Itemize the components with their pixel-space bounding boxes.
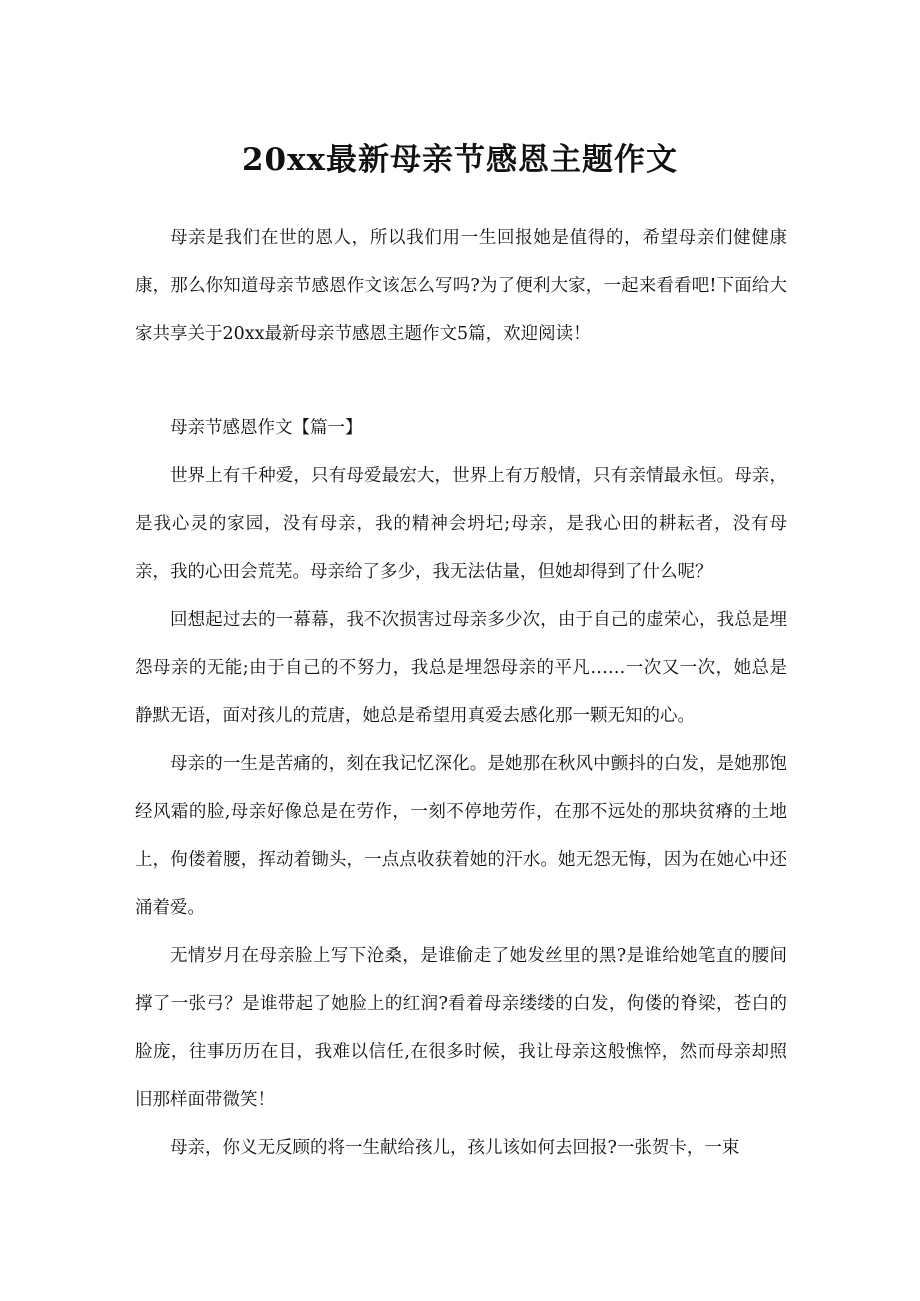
body-paragraph-2: 回想起过去的一幕幕，我不次损害过母亲多少次，由于自己的虚荣心，我总是埋怨母亲的无能;由于自己的不努力，我总是埋怨母亲的平凡……一次又一次，她总是静默无语，面对孩儿的荒唐，她总是希望用真爱去感化那一颗无知的心。 bbox=[135, 610, 787, 726]
body-paragraph-3: 母亲的一生是苦痛的，刻在我记忆深化。是她那在秋风中颤抖的白发，是她那饱经风霜的脸,母亲好像总是在劳作，一刻不停地劳作，在那不远处的那块贫瘠的土地上，佝偻着腰，挥动着锄头，一点点收获着她的汗水。她无怨无悔，因为在她心中还涌着爱。 bbox=[135, 754, 787, 918]
section-heading: 母亲节感恩作文【篇一】 bbox=[170, 418, 363, 438]
body-paragraph-1: 世界上有千种爱，只有母爱最宏大，世界上有万般情，只有亲情最永恒。母亲，是我心灵的家园，没有母亲，我的精神会坍圮;母亲，是我心田的耕耘者，没有母亲，我的心田会荒芜。母亲给了多少，我无法估量，但她却得到了什么呢？ bbox=[135, 466, 787, 582]
document-title: 20xx最新母亲节感恩主题作文 bbox=[241, 142, 679, 178]
intro-paragraph: 母亲是我们在世的恩人，所以我们用一生回报她是值得的，希望母亲们健健康康，那么你知道母亲节感恩作文该怎么写吗?为了便利大家，一起来看看吧!下面给大家共享关于20xx最新母亲节感恩主题作文5篇，欢迎阅读！ bbox=[135, 228, 787, 344]
body-paragraph-4: 无情岁月在母亲脸上写下沧桑，是谁偷走了她发丝里的黑?是谁给她笔直的腰间撑了一张弓？是谁带起了她脸上的红润?看着母亲缕缕的白发，佝偻的脊梁，苍白的脸庞，往事历历在目，我难以信任,在很多时候，我让母亲这般憔悴，然而母亲却照旧那样面带微笑！ bbox=[135, 946, 787, 1110]
body-paragraph-5: 母亲，你义无反顾的将一生献给孩儿，孩儿该如何去回报?一张贺卡，一束 bbox=[170, 1138, 740, 1158]
